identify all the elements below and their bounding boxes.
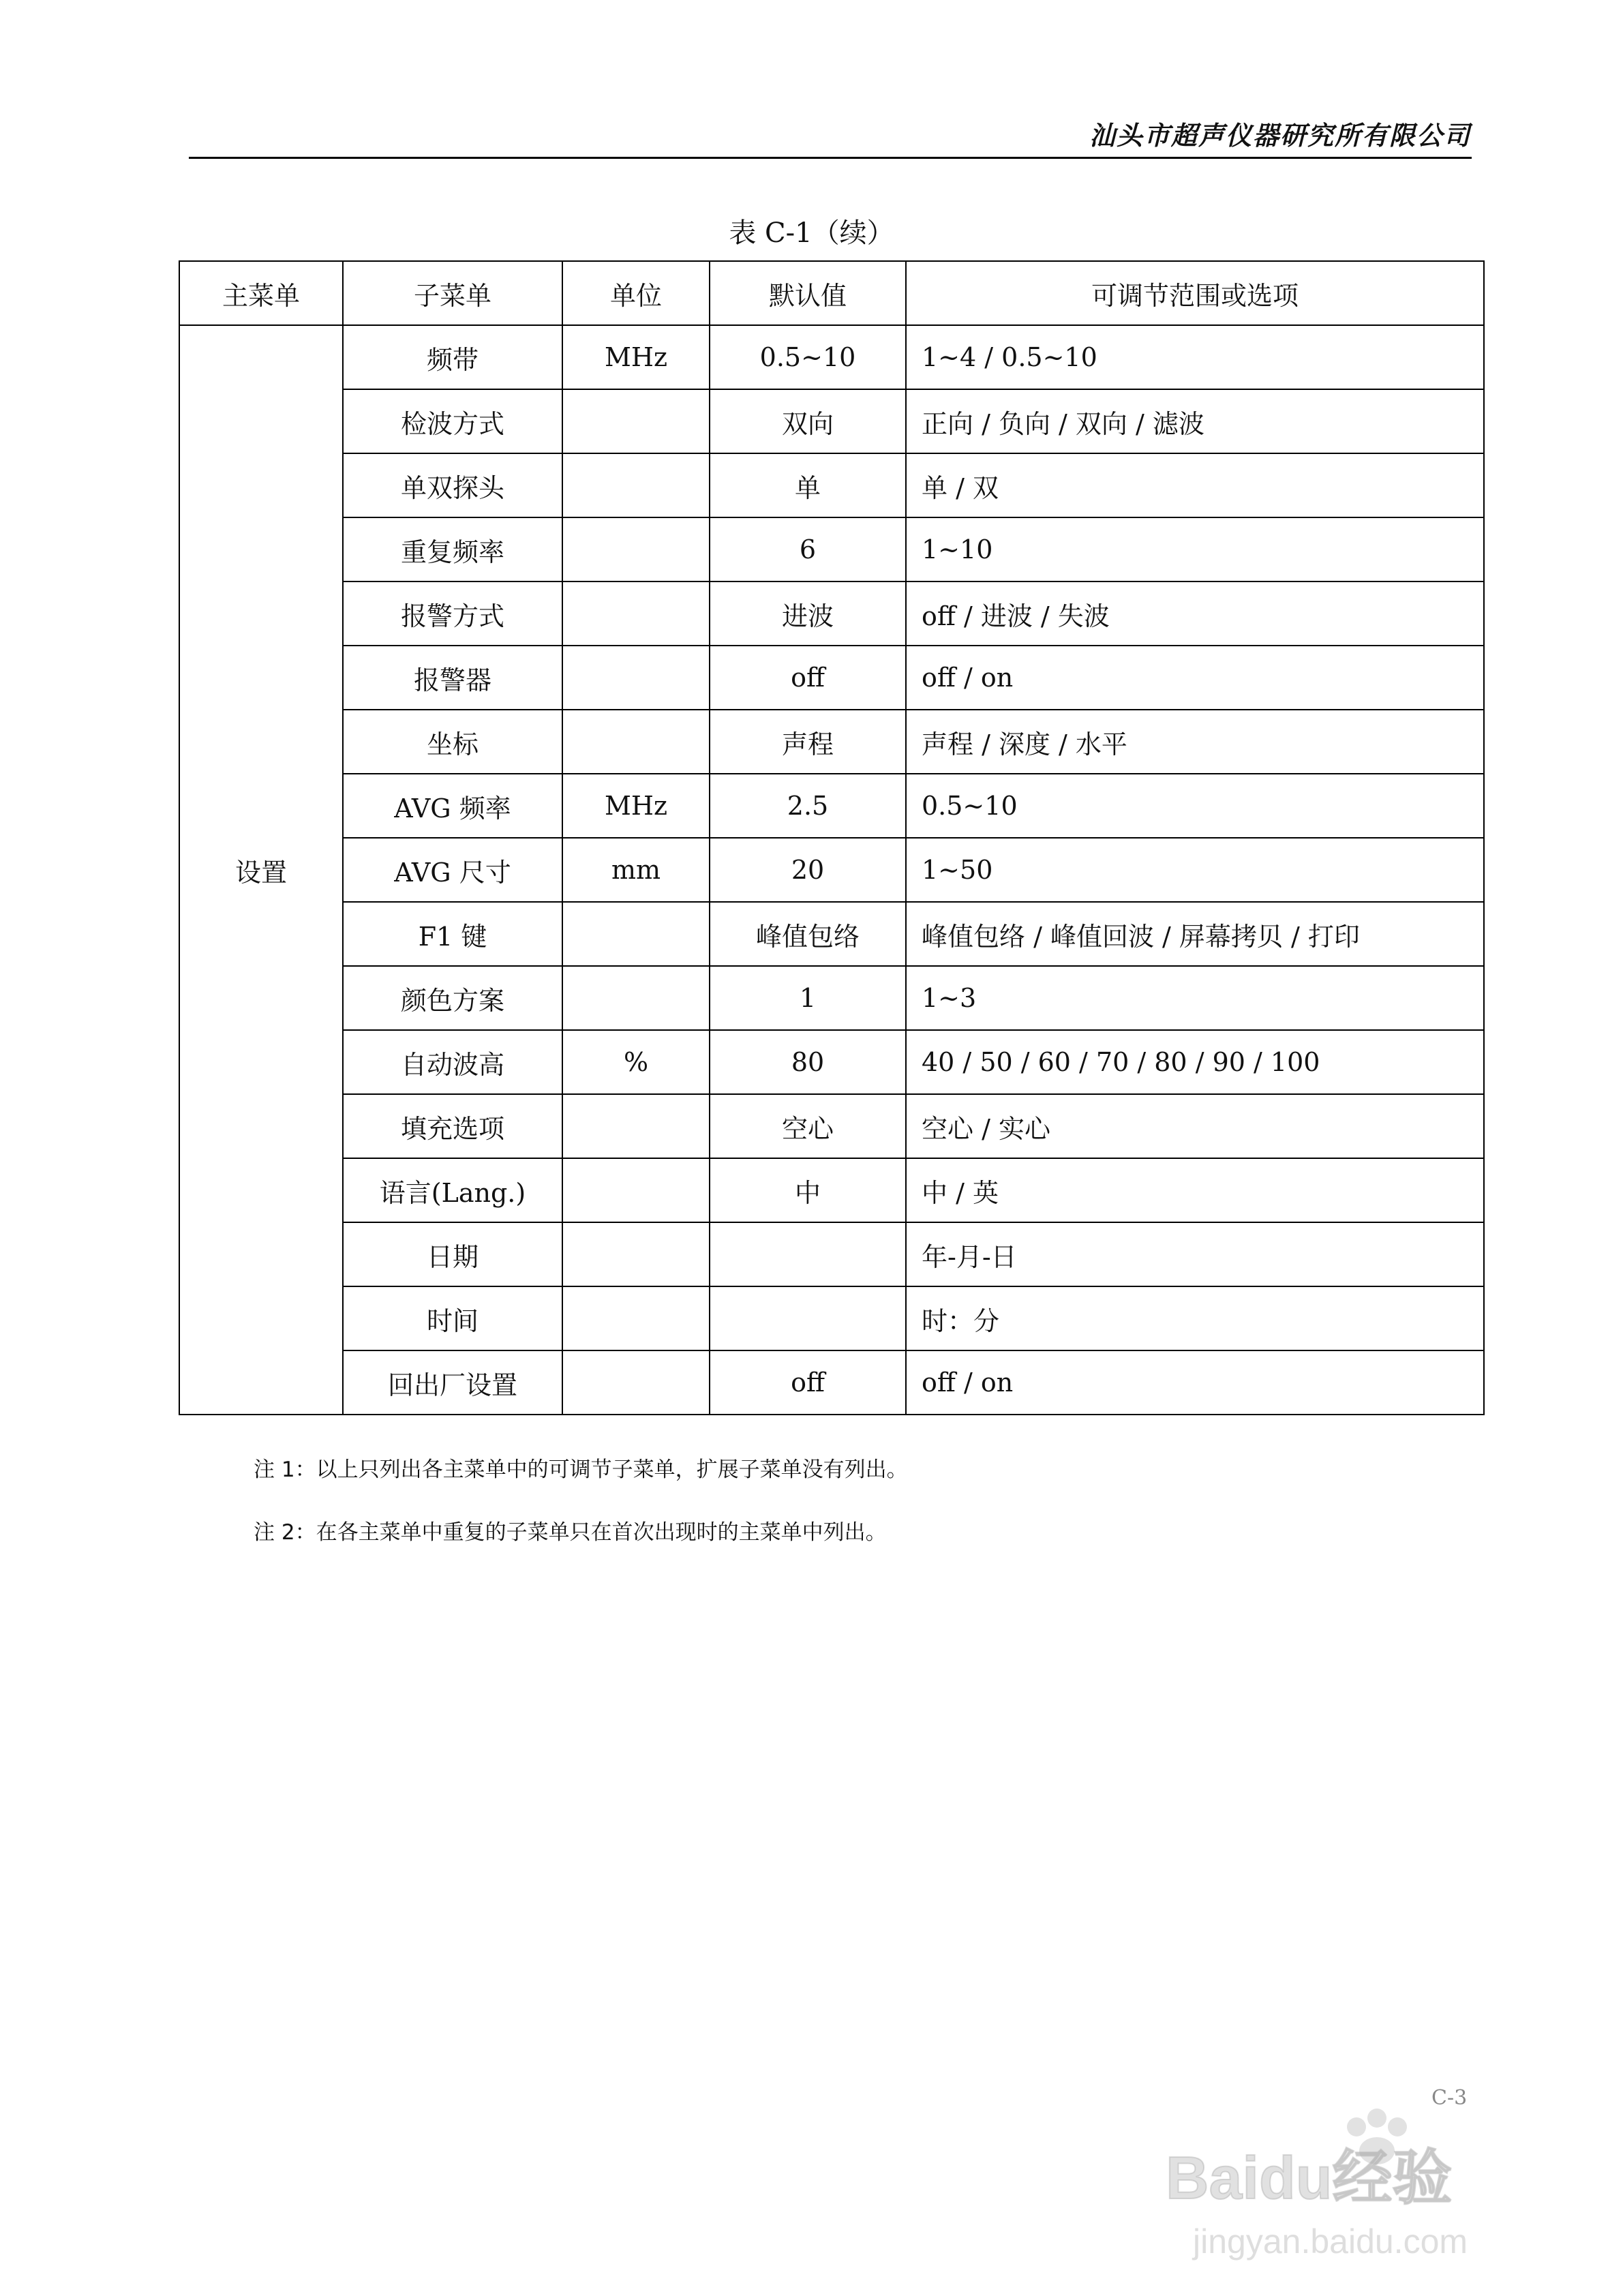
sub-menu-cell: F1 键 (343, 902, 562, 966)
unit-cell (562, 453, 710, 517)
table-row (179, 1350, 1484, 1415)
default-value-cell: off (710, 646, 906, 710)
sub-menu-cell: 检波方式 (343, 389, 562, 453)
options-cell: 空心 / 实心 (906, 1094, 1484, 1158)
sub-menu-cell: 回出厂设置 (343, 1350, 562, 1415)
default-value-cell: 80 (710, 1030, 906, 1094)
table-row (179, 710, 1484, 774)
table-caption: 表 C-1（续） (729, 217, 894, 249)
sub-menu-cell: 颜色方案 (343, 966, 562, 1030)
sub-menu-cell: 填充选项 (343, 1094, 562, 1158)
table-row (179, 646, 1484, 710)
table-row (179, 517, 1484, 581)
default-value-cell: 峰值包络 (710, 902, 906, 966)
default-value-cell: 进波 (710, 581, 906, 646)
unit-cell (562, 902, 710, 966)
options-cell: 1~10 (906, 517, 1484, 581)
watermark-brand: Baidu经验 (1166, 2144, 1453, 2211)
options-cell: 1~3 (906, 966, 1484, 1030)
table-row (179, 325, 1484, 389)
header-rule (189, 157, 1472, 159)
default-value-cell: 6 (710, 517, 906, 581)
sub-menu-cell: 语言(Lang.) (343, 1158, 562, 1222)
unit-cell (562, 389, 710, 453)
sub-menu-cell: 报警方式 (343, 581, 562, 646)
header-default: 默认值 (710, 261, 906, 325)
sub-menu-cell: AVG 尺寸 (343, 838, 562, 902)
table-row (179, 902, 1484, 966)
options-cell: off / on (906, 646, 1484, 710)
baidu-jingyan-watermark (1152, 2103, 1534, 2274)
sub-menu-cell: 时间 (343, 1286, 562, 1350)
header-unit: 单位 (562, 261, 710, 325)
options-cell: off / on (906, 1350, 1484, 1415)
settings-table (179, 260, 1485, 1415)
sub-menu-cell: 坐标 (343, 710, 562, 774)
header-sub-menu: 子菜单 (343, 261, 562, 325)
unit-cell: mm (562, 838, 710, 902)
unit-cell (562, 581, 710, 646)
unit-cell (562, 1286, 710, 1350)
page-number: C-3 (1431, 2086, 1468, 2110)
sub-menu-cell: 频带 (343, 325, 562, 389)
default-value-cell: 0.5~10 (710, 325, 906, 389)
unit-cell (562, 1158, 710, 1222)
header-main-menu: 主菜单 (179, 261, 343, 325)
unit-cell (562, 1350, 710, 1415)
watermark-url: jingyan.baidu.com (1193, 2222, 1468, 2261)
default-value-cell: 20 (710, 838, 906, 902)
default-value-cell: 1 (710, 966, 906, 1030)
options-cell: 时：分 (906, 1286, 1484, 1350)
header-options: 可调节范围或选项 (906, 261, 1484, 325)
unit-cell (562, 1094, 710, 1158)
table-row (179, 1094, 1484, 1158)
options-cell: 正向 / 负向 / 双向 / 滤波 (906, 389, 1484, 453)
table-row (179, 1222, 1484, 1286)
table-row (179, 1030, 1484, 1094)
options-cell: 声程 / 深度 / 水平 (906, 710, 1484, 774)
options-cell: 峰值包络 / 峰值回波 / 屏幕拷贝 / 打印 (906, 902, 1484, 966)
main-menu-cell: 设置 (179, 325, 343, 1415)
default-value-cell: 双向 (710, 389, 906, 453)
table-row (179, 838, 1484, 902)
unit-cell (562, 966, 710, 1030)
default-value-cell: 2.5 (710, 774, 906, 838)
options-cell: 单 / 双 (906, 453, 1484, 517)
default-value-cell (710, 1222, 906, 1286)
table-row (179, 581, 1484, 646)
sub-menu-cell: 单双探头 (343, 453, 562, 517)
default-value-cell: 声程 (710, 710, 906, 774)
default-value-cell (710, 1286, 906, 1350)
options-cell: 0.5~10 (906, 774, 1484, 838)
sub-menu-cell: 报警器 (343, 646, 562, 710)
table-row (179, 1286, 1484, 1350)
options-cell: 中 / 英 (906, 1158, 1484, 1222)
table-header-row (179, 261, 1484, 325)
unit-cell (562, 646, 710, 710)
table-row (179, 774, 1484, 838)
unit-cell: % (562, 1030, 710, 1094)
options-cell: 年-月-日 (906, 1222, 1484, 1286)
sub-menu-cell: 自动波高 (343, 1030, 562, 1094)
sub-menu-cell: 重复频率 (343, 517, 562, 581)
company-name: 汕头市超声仪器研究所有限公司 (1089, 121, 1471, 151)
options-cell: 1~4 / 0.5~10 (906, 325, 1484, 389)
unit-cell: MHz (562, 774, 710, 838)
unit-cell (562, 1222, 710, 1286)
default-value-cell: off (710, 1350, 906, 1415)
unit-cell: MHz (562, 325, 710, 389)
paw-toe-icon (1367, 2109, 1386, 2128)
options-cell: 1~50 (906, 838, 1484, 902)
table-row (179, 389, 1484, 453)
unit-cell (562, 710, 710, 774)
sub-menu-cell: AVG 频率 (343, 774, 562, 838)
paw-toe-icon (1388, 2117, 1407, 2136)
table-row (179, 966, 1484, 1030)
options-cell: off / 进波 / 失波 (906, 581, 1484, 646)
default-value-cell: 单 (710, 453, 906, 517)
note-2: 注 2：在各主菜单中重复的子菜单只在首次出现时的主菜单中列出。 (254, 1520, 887, 1545)
options-cell: 40 / 50 / 60 / 70 / 80 / 90 / 100 (906, 1030, 1484, 1094)
sub-menu-cell: 日期 (343, 1222, 562, 1286)
note-1: 注 1：以上只列出各主菜单中的可调节子菜单，扩展子菜单没有列出。 (254, 1457, 908, 1482)
default-value-cell: 空心 (710, 1094, 906, 1158)
unit-cell (562, 517, 710, 581)
table-row (179, 453, 1484, 517)
table-body (179, 325, 1484, 1415)
default-value-cell: 中 (710, 1158, 906, 1222)
paw-toe-icon (1347, 2117, 1366, 2136)
table-row (179, 1158, 1484, 1222)
